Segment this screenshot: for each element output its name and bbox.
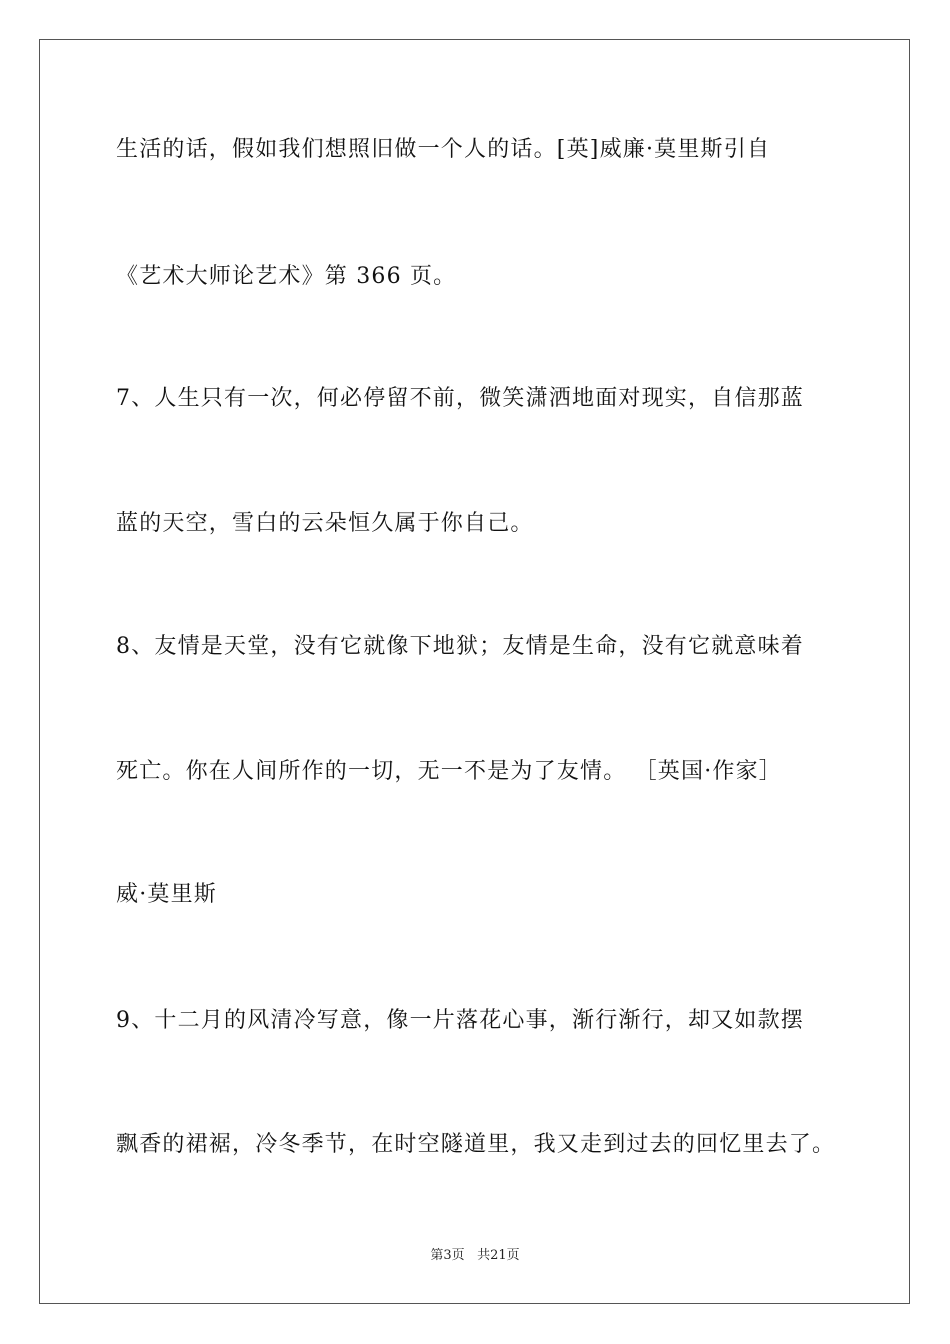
text-line-9: 飘香的裙裾，冷冬季节，在时空隧道里，我又走到过去的回忆里去了。 xyxy=(116,1132,836,1157)
page-border xyxy=(39,39,910,1304)
text-line-2: 《艺术大师论艺术》第 366 页。 xyxy=(116,264,457,289)
text-line-4: 蓝的天空，雪白的云朵恒久属于你自己。 xyxy=(116,511,534,536)
total-pages: 共21页 xyxy=(477,1248,520,1263)
text-line-8: 9、十二月的风清冷写意，像一片落花心事，渐行渐行，却又如款摆 xyxy=(116,1008,804,1033)
text-line-6: 死亡。你在人间所作的一切，无一不是为了友情。 ［英国·作家］ xyxy=(116,759,782,784)
page-number: 第3页 xyxy=(430,1248,465,1263)
text-line-5: 8、友情是天堂，没有它就像下地狱；友情是生命，没有它就意味着 xyxy=(116,634,804,659)
text-line-7: 威·莫里斯 xyxy=(116,882,217,907)
text-line-1: 生活的话，假如我们想照旧做一个人的话。[英]威廉·莫里斯引自 xyxy=(116,137,771,162)
text-line-3: 7、人生只有一次，何必停留不前，微笑潇洒地面对现实，自信那蓝 xyxy=(116,386,804,411)
page-footer xyxy=(0,1247,950,1265)
